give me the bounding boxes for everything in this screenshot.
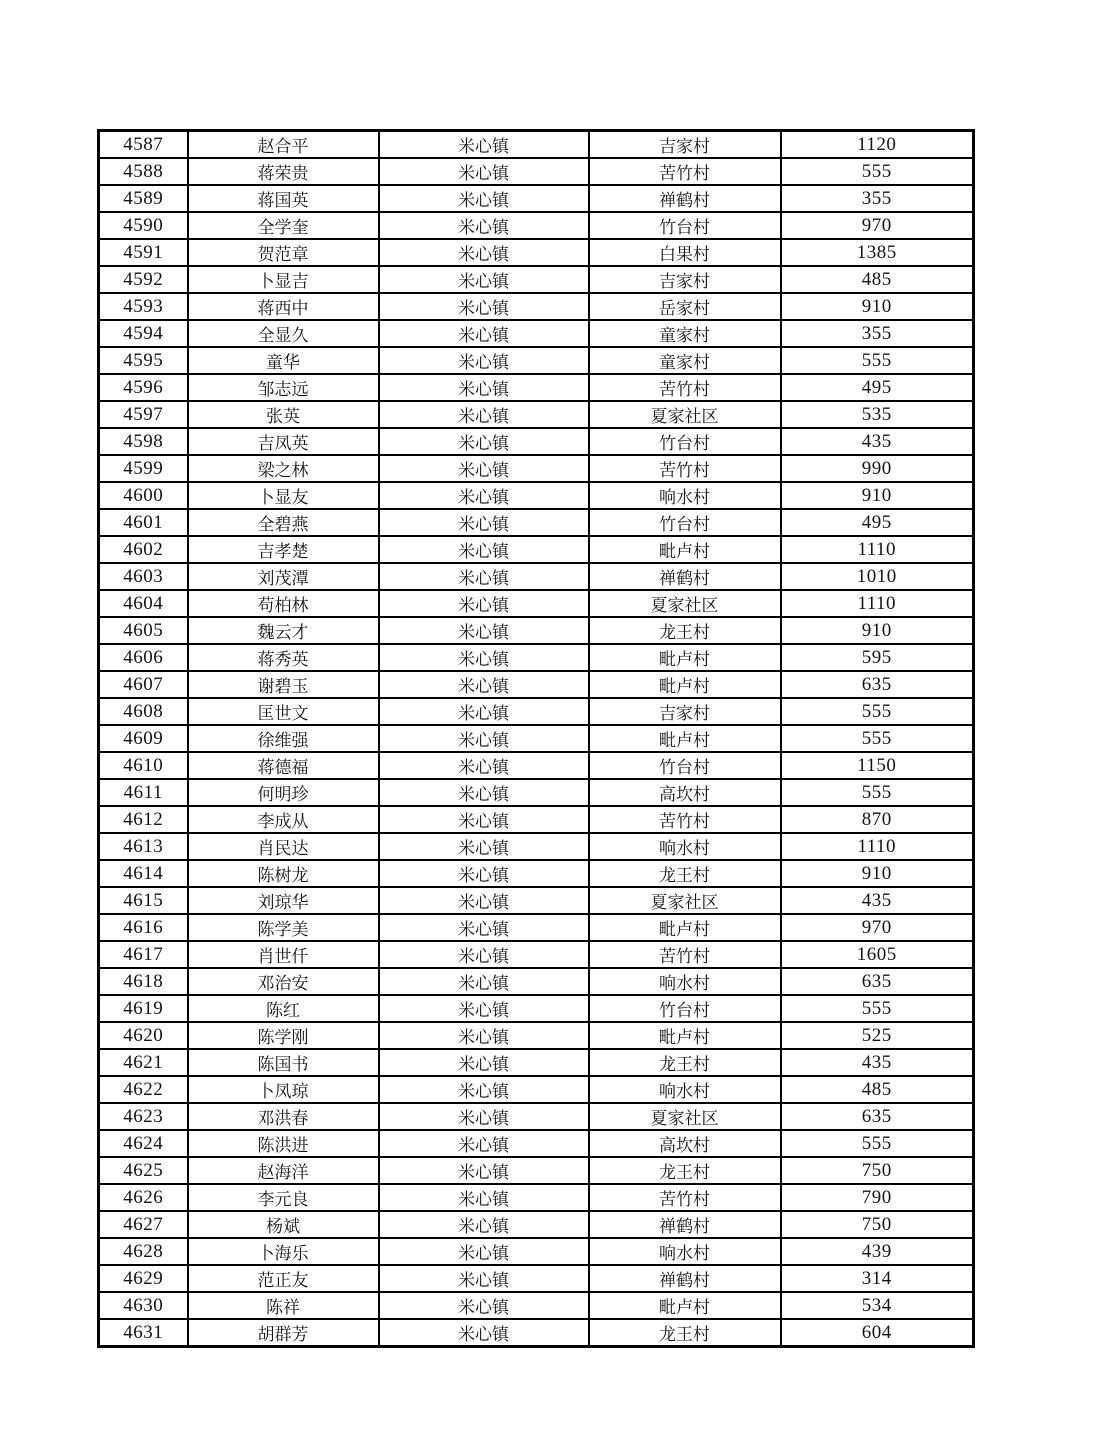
cell-person-name: 陈红	[188, 995, 379, 1022]
cell-person-name: 陈学美	[188, 914, 379, 941]
roster-table-body	[99, 131, 974, 1347]
cell-amount: 970	[781, 914, 974, 941]
cell-town-name: 米心镇	[379, 752, 589, 779]
cell-amount: 870	[781, 806, 974, 833]
cell-town-name: 米心镇	[379, 158, 589, 185]
table-row	[99, 968, 974, 995]
cell-amount: 555	[781, 1130, 974, 1157]
cell-amount: 910	[781, 860, 974, 887]
cell-person-name: 陈祥	[188, 1292, 379, 1319]
cell-town-name: 米心镇	[379, 347, 589, 374]
cell-person-name: 童华	[188, 347, 379, 374]
cell-town-name: 米心镇	[379, 968, 589, 995]
cell-person-name: 全显久	[188, 320, 379, 347]
cell-town-name: 米心镇	[379, 806, 589, 833]
cell-person-name: 蒋国英	[188, 185, 379, 212]
cell-serial-number: 4619	[99, 995, 188, 1022]
table-row	[99, 1157, 974, 1184]
cell-amount: 1010	[781, 563, 974, 590]
cell-town-name: 米心镇	[379, 320, 589, 347]
cell-person-name: 卜海乐	[188, 1238, 379, 1265]
cell-serial-number: 4631	[99, 1319, 188, 1347]
cell-amount: 555	[781, 725, 974, 752]
cell-amount: 1110	[781, 536, 974, 563]
table-row	[99, 131, 974, 159]
cell-serial-number: 4593	[99, 293, 188, 320]
cell-amount: 435	[781, 887, 974, 914]
cell-serial-number: 4622	[99, 1076, 188, 1103]
cell-village-name: 响水村	[589, 1238, 781, 1265]
table-row	[99, 887, 974, 914]
cell-town-name: 米心镇	[379, 1049, 589, 1076]
cell-town-name: 米心镇	[379, 185, 589, 212]
table-row	[99, 725, 974, 752]
cell-amount: 355	[781, 320, 974, 347]
cell-town-name: 米心镇	[379, 914, 589, 941]
cell-amount: 910	[781, 617, 974, 644]
cell-serial-number: 4614	[99, 860, 188, 887]
table-row	[99, 1238, 974, 1265]
cell-serial-number: 4606	[99, 644, 188, 671]
cell-amount: 435	[781, 428, 974, 455]
cell-town-name: 米心镇	[379, 860, 589, 887]
cell-village-name: 龙王村	[589, 860, 781, 887]
cell-person-name: 陈学刚	[188, 1022, 379, 1049]
table-row	[99, 779, 974, 806]
cell-person-name: 李成从	[188, 806, 379, 833]
cell-person-name: 胡群芳	[188, 1319, 379, 1347]
cell-village-name: 响水村	[589, 482, 781, 509]
cell-person-name: 全碧燕	[188, 509, 379, 536]
cell-serial-number: 4603	[99, 563, 188, 590]
cell-person-name: 邓治安	[188, 968, 379, 995]
cell-town-name: 米心镇	[379, 887, 589, 914]
table-row	[99, 752, 974, 779]
cell-village-name: 响水村	[589, 968, 781, 995]
cell-town-name: 米心镇	[379, 293, 589, 320]
table-row	[99, 698, 974, 725]
cell-serial-number: 4607	[99, 671, 188, 698]
cell-village-name: 白果村	[589, 239, 781, 266]
cell-serial-number: 4599	[99, 455, 188, 482]
cell-serial-number: 4596	[99, 374, 188, 401]
cell-serial-number: 4626	[99, 1184, 188, 1211]
cell-village-name: 苦竹村	[589, 806, 781, 833]
cell-serial-number: 4595	[99, 347, 188, 374]
table-row	[99, 671, 974, 698]
cell-person-name: 范正友	[188, 1265, 379, 1292]
cell-person-name: 肖世仟	[188, 941, 379, 968]
cell-person-name: 刘琼华	[188, 887, 379, 914]
table-row	[99, 1130, 974, 1157]
cell-person-name: 苟柏林	[188, 590, 379, 617]
cell-serial-number: 4625	[99, 1157, 188, 1184]
cell-village-name: 竹台村	[589, 212, 781, 239]
cell-town-name: 米心镇	[379, 536, 589, 563]
cell-amount: 495	[781, 374, 974, 401]
cell-town-name: 米心镇	[379, 1184, 589, 1211]
cell-village-name: 毗卢村	[589, 671, 781, 698]
cell-amount: 635	[781, 968, 974, 995]
cell-person-name: 徐维强	[188, 725, 379, 752]
cell-village-name: 夏家社区	[589, 887, 781, 914]
cell-serial-number: 4613	[99, 833, 188, 860]
cell-village-name: 夏家社区	[589, 401, 781, 428]
beneficiary-roster-table	[97, 129, 975, 1348]
cell-town-name: 米心镇	[379, 1319, 589, 1347]
cell-village-name: 夏家社区	[589, 590, 781, 617]
cell-serial-number: 4623	[99, 1103, 188, 1130]
cell-amount: 439	[781, 1238, 974, 1265]
cell-village-name: 苦竹村	[589, 941, 781, 968]
cell-village-name: 龙王村	[589, 1319, 781, 1347]
cell-amount: 1150	[781, 752, 974, 779]
table-row	[99, 374, 974, 401]
cell-serial-number: 4608	[99, 698, 188, 725]
table-row	[99, 914, 974, 941]
cell-person-name: 吉孝楚	[188, 536, 379, 563]
table-row	[99, 860, 974, 887]
cell-village-name: 禅鹤村	[589, 563, 781, 590]
cell-person-name: 魏云才	[188, 617, 379, 644]
cell-amount: 495	[781, 509, 974, 536]
table-row	[99, 401, 974, 428]
cell-person-name: 邹志远	[188, 374, 379, 401]
cell-village-name: 响水村	[589, 833, 781, 860]
cell-serial-number: 4618	[99, 968, 188, 995]
cell-town-name: 米心镇	[379, 1211, 589, 1238]
cell-person-name: 卜显吉	[188, 266, 379, 293]
table-row	[99, 509, 974, 536]
cell-amount: 1120	[781, 131, 974, 159]
table-row	[99, 1292, 974, 1319]
cell-person-name: 赵海洋	[188, 1157, 379, 1184]
cell-town-name: 米心镇	[379, 1103, 589, 1130]
cell-amount: 534	[781, 1292, 974, 1319]
cell-town-name: 米心镇	[379, 698, 589, 725]
cell-person-name: 蒋德福	[188, 752, 379, 779]
cell-amount: 485	[781, 266, 974, 293]
cell-serial-number: 4627	[99, 1211, 188, 1238]
cell-amount: 1110	[781, 833, 974, 860]
cell-amount: 910	[781, 482, 974, 509]
cell-village-name: 苦竹村	[589, 1184, 781, 1211]
table-row	[99, 1211, 974, 1238]
table-row	[99, 617, 974, 644]
cell-serial-number: 4600	[99, 482, 188, 509]
cell-person-name: 蒋秀英	[188, 644, 379, 671]
cell-town-name: 米心镇	[379, 455, 589, 482]
table-row	[99, 563, 974, 590]
cell-person-name: 张英	[188, 401, 379, 428]
cell-town-name: 米心镇	[379, 671, 589, 698]
cell-town-name: 米心镇	[379, 1076, 589, 1103]
cell-serial-number: 4628	[99, 1238, 188, 1265]
cell-village-name: 毗卢村	[589, 536, 781, 563]
cell-village-name: 高坎村	[589, 1130, 781, 1157]
cell-amount: 750	[781, 1157, 974, 1184]
table-row	[99, 1076, 974, 1103]
cell-amount: 535	[781, 401, 974, 428]
cell-serial-number: 4589	[99, 185, 188, 212]
cell-serial-number: 4617	[99, 941, 188, 968]
cell-village-name: 毗卢村	[589, 1022, 781, 1049]
cell-person-name: 蒋西中	[188, 293, 379, 320]
cell-village-name: 吉家村	[589, 698, 781, 725]
cell-village-name: 龙王村	[589, 1157, 781, 1184]
cell-village-name: 苦竹村	[589, 455, 781, 482]
cell-amount: 750	[781, 1211, 974, 1238]
cell-serial-number: 4590	[99, 212, 188, 239]
cell-town-name: 米心镇	[379, 995, 589, 1022]
cell-person-name: 陈国书	[188, 1049, 379, 1076]
cell-person-name: 梁之林	[188, 455, 379, 482]
cell-town-name: 米心镇	[379, 509, 589, 536]
cell-town-name: 米心镇	[379, 941, 589, 968]
table-row	[99, 428, 974, 455]
cell-amount: 525	[781, 1022, 974, 1049]
cell-person-name: 刘茂潭	[188, 563, 379, 590]
cell-serial-number: 4610	[99, 752, 188, 779]
table-row	[99, 1103, 974, 1130]
cell-serial-number: 4604	[99, 590, 188, 617]
cell-village-name: 毗卢村	[589, 1292, 781, 1319]
table-row	[99, 644, 974, 671]
cell-village-name: 龙王村	[589, 617, 781, 644]
cell-serial-number: 4591	[99, 239, 188, 266]
cell-town-name: 米心镇	[379, 833, 589, 860]
cell-person-name: 邓洪春	[188, 1103, 379, 1130]
cell-town-name: 米心镇	[379, 401, 589, 428]
table-row	[99, 239, 974, 266]
cell-village-name: 苦竹村	[589, 374, 781, 401]
cell-person-name: 蒋荣贵	[188, 158, 379, 185]
cell-town-name: 米心镇	[379, 239, 589, 266]
table-row	[99, 1184, 974, 1211]
table-row	[99, 455, 974, 482]
cell-town-name: 米心镇	[379, 1022, 589, 1049]
cell-serial-number: 4630	[99, 1292, 188, 1319]
cell-village-name: 毗卢村	[589, 725, 781, 752]
cell-serial-number: 4609	[99, 725, 188, 752]
cell-town-name: 米心镇	[379, 725, 589, 752]
cell-serial-number: 4616	[99, 914, 188, 941]
cell-town-name: 米心镇	[379, 563, 589, 590]
cell-serial-number: 4594	[99, 320, 188, 347]
cell-serial-number: 4629	[99, 1265, 188, 1292]
table-row	[99, 293, 974, 320]
cell-person-name: 陈树龙	[188, 860, 379, 887]
cell-village-name: 苦竹村	[589, 158, 781, 185]
cell-person-name: 贺范章	[188, 239, 379, 266]
cell-serial-number: 4605	[99, 617, 188, 644]
cell-person-name: 卜凤琼	[188, 1076, 379, 1103]
table-row	[99, 266, 974, 293]
cell-amount: 555	[781, 347, 974, 374]
table-row	[99, 833, 974, 860]
cell-serial-number: 4588	[99, 158, 188, 185]
cell-serial-number: 4612	[99, 806, 188, 833]
cell-amount: 1605	[781, 941, 974, 968]
cell-amount: 990	[781, 455, 974, 482]
cell-town-name: 米心镇	[379, 266, 589, 293]
table-row	[99, 590, 974, 617]
cell-village-name: 龙王村	[589, 1049, 781, 1076]
cell-town-name: 米心镇	[379, 482, 589, 509]
cell-person-name: 赵合平	[188, 131, 379, 159]
table-row	[99, 995, 974, 1022]
cell-village-name: 吉家村	[589, 266, 781, 293]
cell-serial-number: 4602	[99, 536, 188, 563]
cell-village-name: 岳家村	[589, 293, 781, 320]
cell-amount: 1110	[781, 590, 974, 617]
cell-person-name: 匡世文	[188, 698, 379, 725]
cell-person-name: 李元良	[188, 1184, 379, 1211]
cell-town-name: 米心镇	[379, 1265, 589, 1292]
cell-town-name: 米心镇	[379, 1238, 589, 1265]
cell-amount: 635	[781, 1103, 974, 1130]
cell-serial-number: 4597	[99, 401, 188, 428]
cell-amount: 555	[781, 698, 974, 725]
cell-village-name: 响水村	[589, 1076, 781, 1103]
cell-town-name: 米心镇	[379, 590, 589, 617]
table-row	[99, 941, 974, 968]
cell-serial-number: 4592	[99, 266, 188, 293]
cell-village-name: 毗卢村	[589, 914, 781, 941]
cell-serial-number: 4624	[99, 1130, 188, 1157]
table-row	[99, 158, 974, 185]
cell-amount: 355	[781, 185, 974, 212]
cell-amount: 1385	[781, 239, 974, 266]
cell-serial-number: 4621	[99, 1049, 188, 1076]
cell-village-name: 高坎村	[589, 779, 781, 806]
cell-village-name: 童家村	[589, 347, 781, 374]
cell-person-name: 杨斌	[188, 1211, 379, 1238]
cell-town-name: 米心镇	[379, 428, 589, 455]
table-row	[99, 320, 974, 347]
cell-village-name: 夏家社区	[589, 1103, 781, 1130]
cell-amount: 314	[781, 1265, 974, 1292]
cell-amount: 555	[781, 158, 974, 185]
table-row	[99, 347, 974, 374]
cell-village-name: 竹台村	[589, 509, 781, 536]
cell-serial-number: 4620	[99, 1022, 188, 1049]
table-row	[99, 482, 974, 509]
table-row	[99, 1049, 974, 1076]
cell-village-name: 童家村	[589, 320, 781, 347]
cell-town-name: 米心镇	[379, 1130, 589, 1157]
cell-serial-number: 4598	[99, 428, 188, 455]
cell-amount: 635	[781, 671, 974, 698]
cell-amount: 970	[781, 212, 974, 239]
cell-amount: 435	[781, 1049, 974, 1076]
table-row	[99, 536, 974, 563]
cell-person-name: 陈洪进	[188, 1130, 379, 1157]
cell-town-name: 米心镇	[379, 1157, 589, 1184]
cell-town-name: 米心镇	[379, 617, 589, 644]
cell-village-name: 禅鹤村	[589, 1211, 781, 1238]
cell-serial-number: 4611	[99, 779, 188, 806]
cell-town-name: 米心镇	[379, 1292, 589, 1319]
cell-village-name: 竹台村	[589, 995, 781, 1022]
cell-amount: 485	[781, 1076, 974, 1103]
cell-person-name: 吉凤英	[188, 428, 379, 455]
table-row	[99, 1265, 974, 1292]
cell-town-name: 米心镇	[379, 131, 589, 159]
table-row	[99, 1319, 974, 1347]
cell-person-name: 谢碧玉	[188, 671, 379, 698]
cell-person-name: 肖民达	[188, 833, 379, 860]
table-row	[99, 212, 974, 239]
cell-person-name: 全学奎	[188, 212, 379, 239]
cell-amount: 595	[781, 644, 974, 671]
table-row	[99, 806, 974, 833]
cell-village-name: 毗卢村	[589, 644, 781, 671]
cell-serial-number: 4587	[99, 131, 188, 159]
cell-amount: 555	[781, 995, 974, 1022]
cell-village-name: 竹台村	[589, 752, 781, 779]
cell-person-name: 何明珍	[188, 779, 379, 806]
cell-village-name: 禅鹤村	[589, 1265, 781, 1292]
cell-village-name: 禅鹤村	[589, 185, 781, 212]
cell-amount: 790	[781, 1184, 974, 1211]
cell-town-name: 米心镇	[379, 374, 589, 401]
cell-amount: 555	[781, 779, 974, 806]
table-row	[99, 1022, 974, 1049]
cell-amount: 910	[781, 293, 974, 320]
cell-serial-number: 4601	[99, 509, 188, 536]
cell-village-name: 竹台村	[589, 428, 781, 455]
cell-person-name: 卜显友	[188, 482, 379, 509]
cell-village-name: 吉家村	[589, 131, 781, 159]
table-row	[99, 185, 974, 212]
cell-amount: 604	[781, 1319, 974, 1347]
cell-town-name: 米心镇	[379, 212, 589, 239]
cell-town-name: 米心镇	[379, 644, 589, 671]
cell-serial-number: 4615	[99, 887, 188, 914]
cell-town-name: 米心镇	[379, 779, 589, 806]
